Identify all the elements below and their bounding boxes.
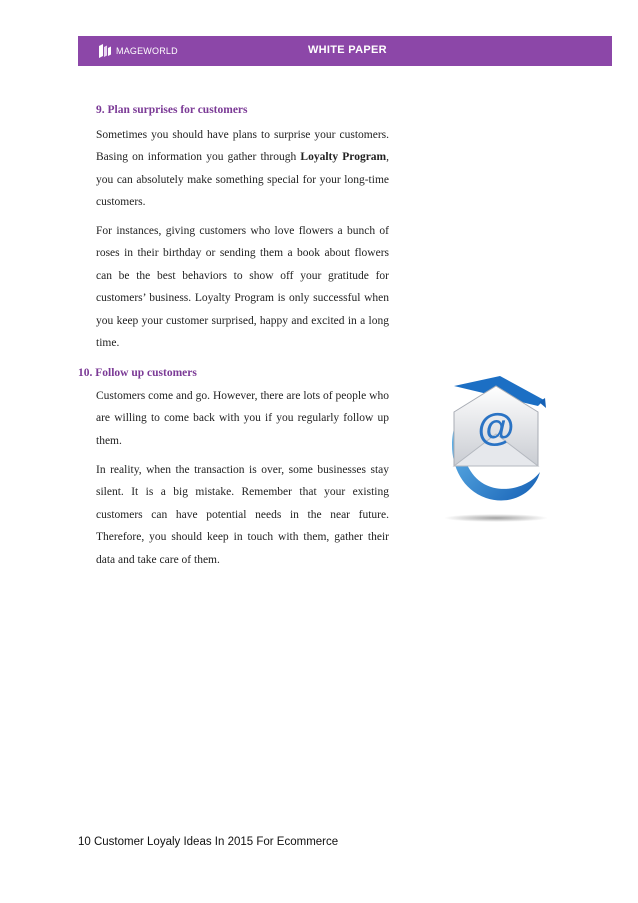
loyalty-program-bold: Loyalty Program <box>300 151 387 164</box>
banner-title: WHITE PAPER <box>308 44 387 56</box>
email-at-envelope-icon <box>440 372 550 522</box>
section-9-paragraph-2: For instances, giving customers who love flowers a bunch of roses in their birthday or sending them a book about flowers can be the best behaviors to show off your gratitude for customers’ business. Loyalty Program is only successful when you keep your customer surprised, happy and excited in a long time. <box>96 225 389 350</box>
section-10-paragraph-1: Customers come and go. However, there are lots of people who are willing to come back with you if you regularly follow up them. <box>96 390 389 447</box>
section-9-heading: 9. Plan surprises for customers <box>96 104 248 116</box>
paragraph-text: Sometimes you should have plans to surprise your customers. Basing on information you gather through <box>96 129 389 164</box>
section-10-heading: 10. Follow up customers <box>78 367 197 379</box>
section-9-paragraph-1 <box>96 124 389 214</box>
svg-text:@: @ <box>477 407 515 449</box>
mageworld-logo-icon <box>98 43 112 59</box>
logo-text: MAGEWORLD <box>116 46 178 56</box>
paragraph-text: , you can absolutely make something special for your long-time customers. <box>96 151 389 209</box>
section-10-paragraph-2: In reality, when the transaction is over, some businesses stay silent. It is a big mistake. Remember that your existing customers can have potential needs in the near future. Therefore, you should keep in touch with them, gather their data and take care of them. <box>96 464 389 566</box>
footer-text: 10 Customer Loyaly Ideas In 2015 For Ecommerce <box>78 836 339 848</box>
header-banner <box>78 36 612 66</box>
logo <box>98 43 178 59</box>
